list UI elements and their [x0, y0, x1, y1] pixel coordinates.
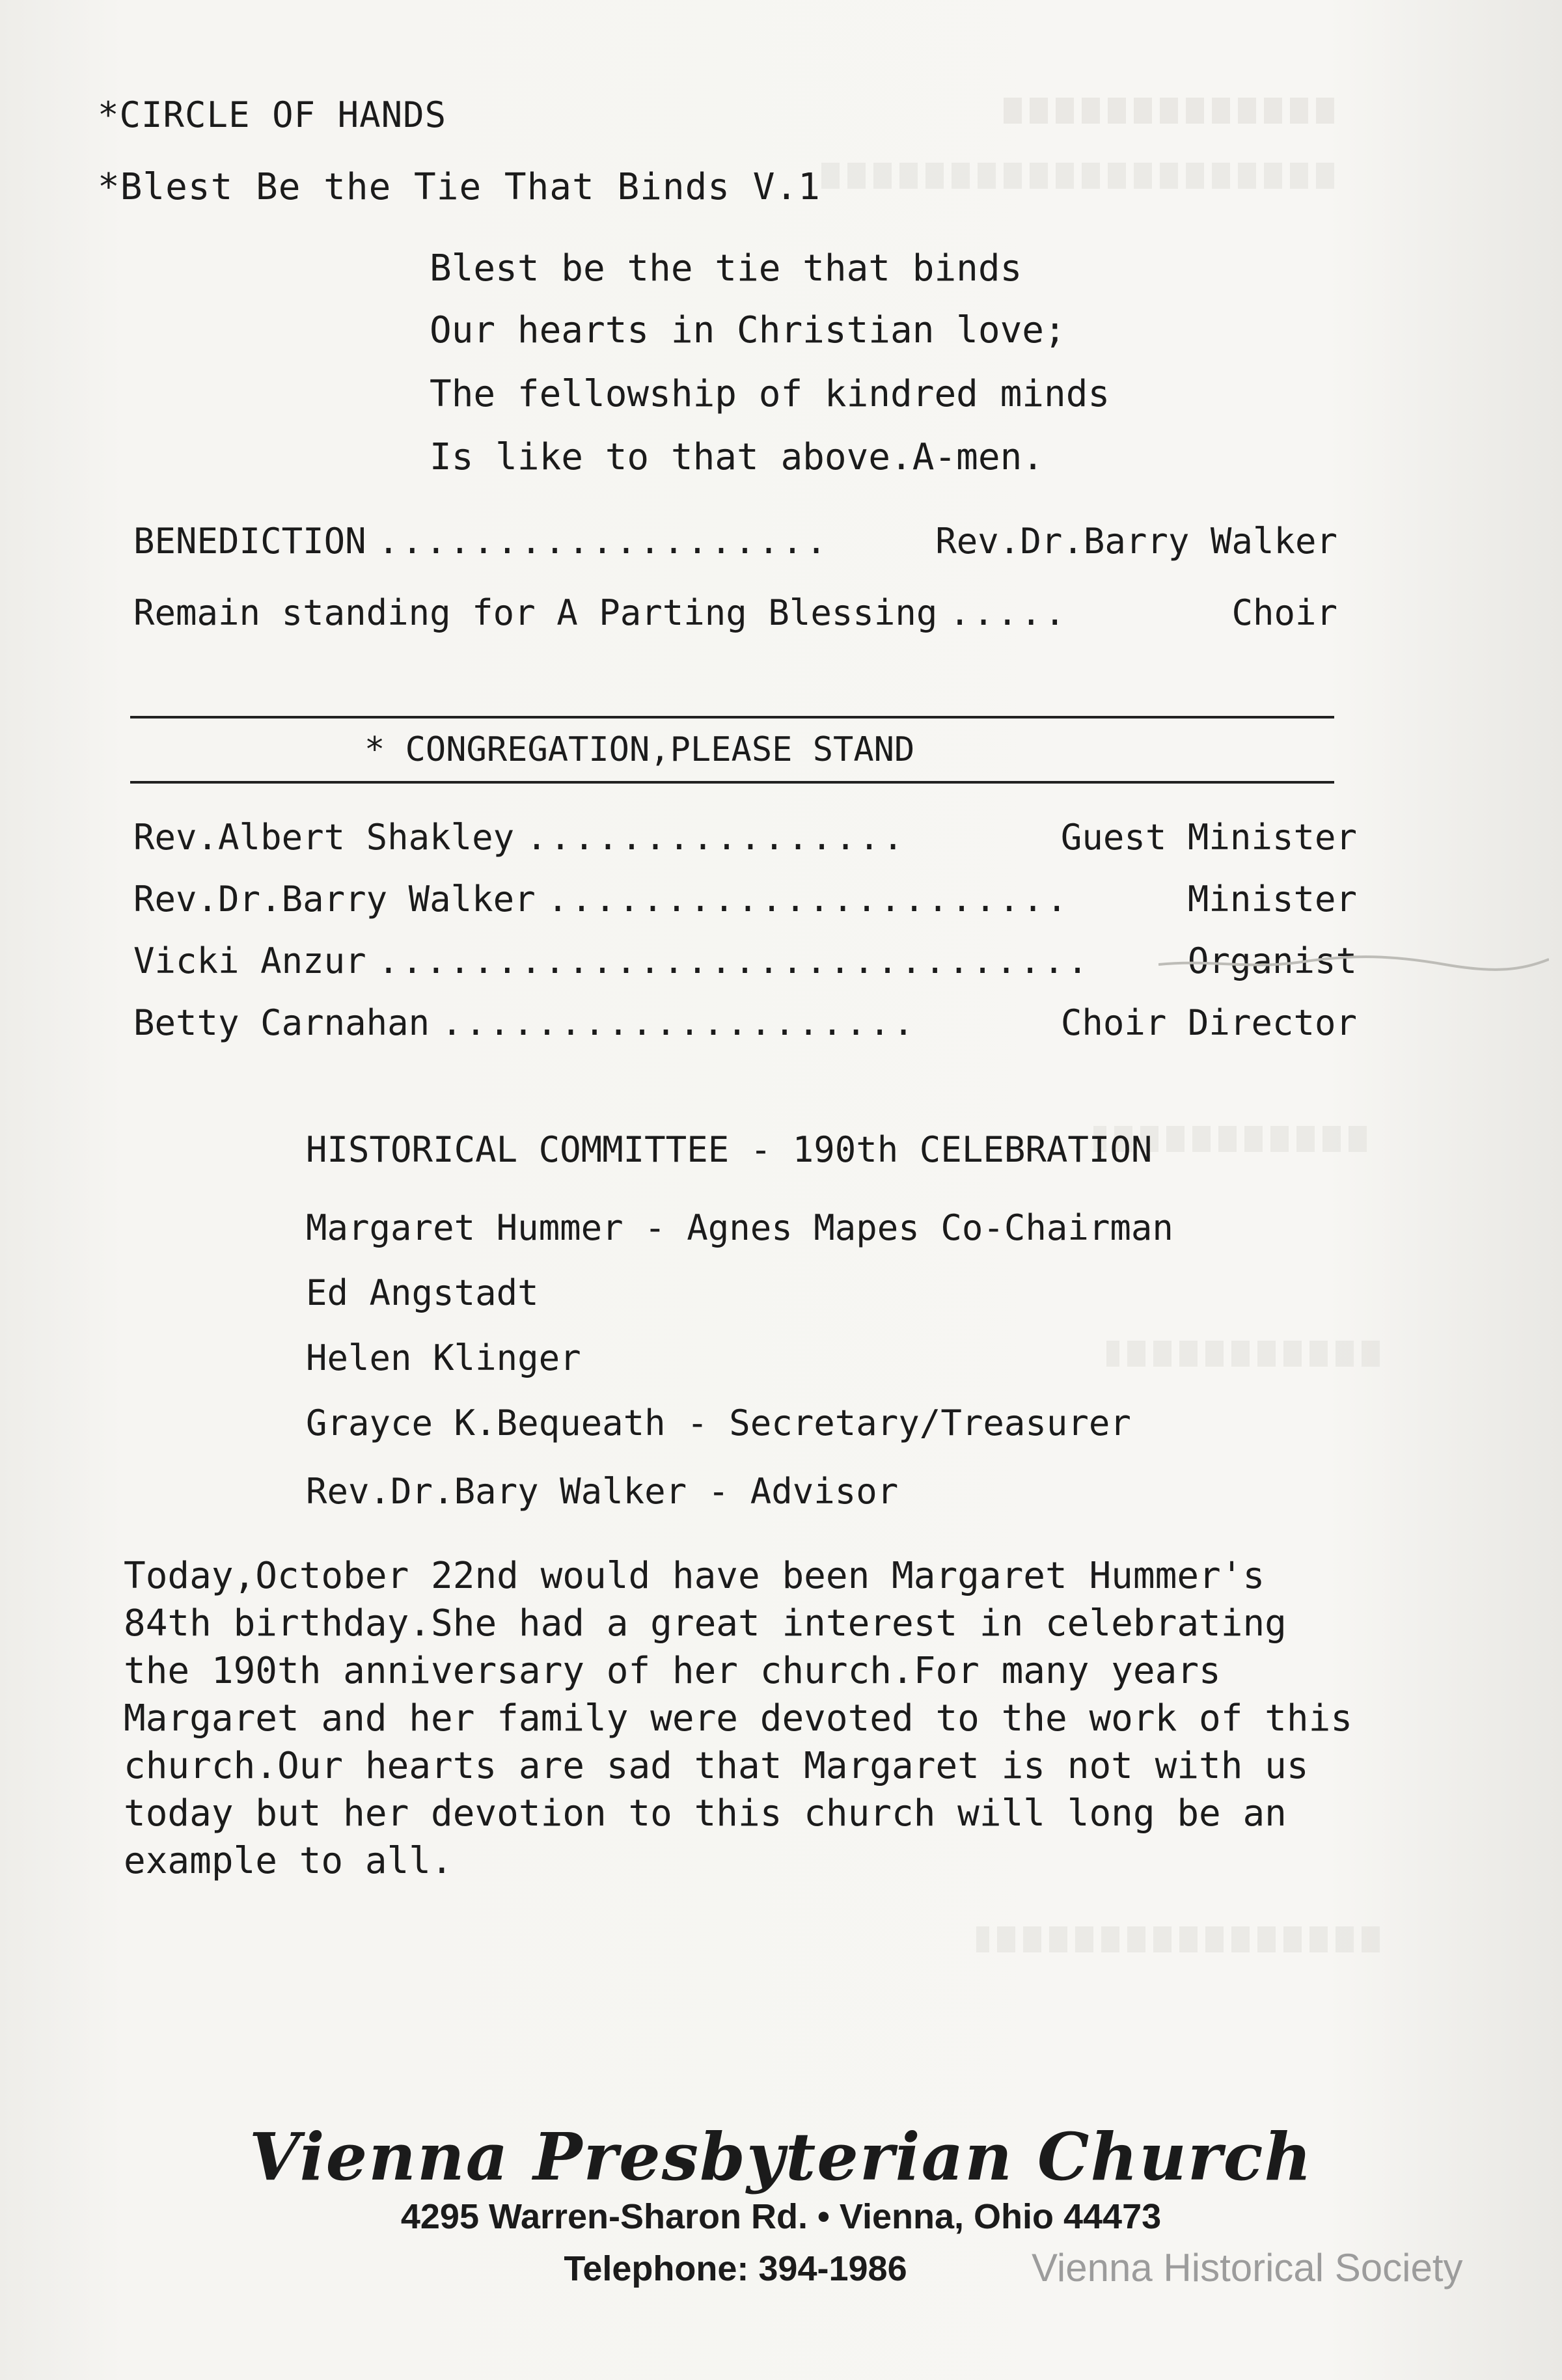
committee-member: Rev.Dr.Bary Walker - Advisor — [306, 1471, 899, 1512]
church-name: Vienna Presbyterian Church — [249, 2118, 1313, 2195]
staff-name: Rev.Albert Shakley — [133, 817, 515, 858]
parting-blessing-performer: Choir — [1231, 592, 1337, 633]
hymn-line: Is like to that above.A-men. — [430, 436, 1045, 478]
staff-name: Betty Carnahan — [133, 1002, 430, 1043]
bleed-through-text — [1106, 1341, 1380, 1367]
divider-top — [130, 716, 1334, 718]
committee-member: Ed Angstadt — [306, 1272, 539, 1313]
committee-member: Margaret Hummer - Agnes Mapes Co-Chairman — [306, 1207, 1173, 1248]
leader-dots: ................ — [526, 817, 907, 858]
committee-member: Grayce K.Bequeath - Secretary/Treasurer — [306, 1402, 1131, 1443]
circle-of-hands-heading: *CIRCLE OF HANDS — [98, 94, 447, 135]
staff-role: Guest Minister — [1060, 817, 1357, 858]
leader-dots: ..... — [949, 592, 1068, 633]
hymn-line: Our hearts in Christian love; — [430, 309, 1066, 351]
staff-row — [133, 879, 1357, 920]
benediction-row — [133, 521, 1337, 562]
church-telephone: Telephone: 394-1986 — [564, 2249, 907, 2288]
bleed-through-text — [996, 98, 1334, 124]
staff-role: Minister — [1187, 879, 1357, 920]
hymn-title: *Blest Be the Tie That Binds V.1 — [98, 166, 821, 208]
hymn-line: The fellowship of kindred minds — [430, 373, 1110, 415]
benediction-person: Rev.Dr.Barry Walker — [935, 521, 1337, 562]
leader-dots: .................... — [441, 1002, 917, 1043]
staff-name: Vicki Anzur — [133, 940, 366, 981]
memorial-paragraph: Today,October 22nd would have been Margaret Hummer's 84th birthday.She had a great interest in celebrating the 190th anniversary of her church.For many years Margaret and her family were devoted to the work of this church.Our hearts are sad that Margaret is not with us today but her devotion to this church will long be an example to all. — [124, 1555, 1353, 1882]
watermark: Vienna Historical Society — [1032, 2246, 1463, 2290]
parting-blessing-row — [133, 592, 1337, 633]
staff-role: Organist — [1187, 940, 1357, 981]
committee-member: Helen Klinger — [306, 1337, 581, 1378]
congregation-stand-note: * CONGREGATION,PLEASE STAND — [364, 730, 915, 769]
committee-heading: HISTORICAL COMMITTEE - 190th CELEBRATION — [306, 1129, 1153, 1170]
leader-dots: ...................... — [547, 879, 1070, 920]
leader-dots: ................... — [377, 521, 830, 562]
paper-tear-line — [1158, 950, 1549, 976]
bleed-through-text — [976, 1926, 1380, 1952]
divider-bottom — [130, 781, 1334, 784]
benediction-label: BENEDICTION — [133, 521, 366, 562]
parting-blessing-label: Remain standing for A Parting Blessing — [133, 592, 938, 633]
leader-dots: .............................. — [377, 940, 1091, 981]
staff-role: Choir Director — [1060, 1002, 1357, 1043]
staff-name: Rev.Dr.Barry Walker — [133, 879, 536, 920]
staff-row — [133, 1002, 1357, 1043]
church-address: 4295 Warren-Sharon Rd. • Vienna, Ohio 44473 — [400, 2197, 1162, 2236]
staff-row — [133, 817, 1357, 858]
bleed-through-text — [814, 163, 1334, 189]
hymn-line: Blest be the tie that binds — [430, 247, 1022, 290]
